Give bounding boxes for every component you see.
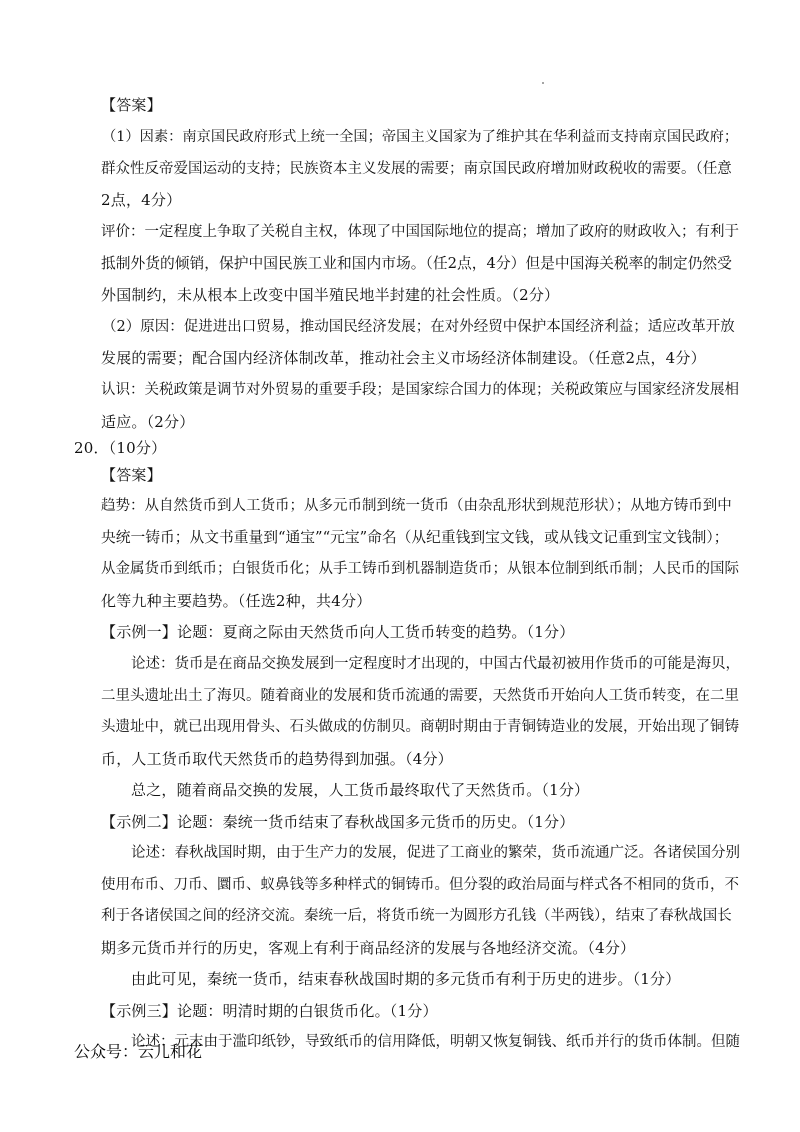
- text-line: 发展的需要；配合国内经济体制改革，推动社会主义市场经济体制建设。（任意2点，4分）: [101, 349, 706, 367]
- text-line: 认识：关税政策是调节对外贸易的重要手段；是国家综合国力的体现；关税政策应与国家经济发展相: [101, 382, 739, 398]
- answer-heading: 【答案】: [101, 466, 162, 484]
- text-line: 评价：一定程度上争取了关税自主权，体现了中国国际地位的提高；增加了政府的财政收入；有利于: [101, 224, 739, 240]
- text-line: （1）因素：南京国民政府形式上统一全国；帝国主义国家为了维护其在华利益而支持南京国民政府；: [102, 129, 739, 145]
- text-line: 适应。（2分）: [101, 413, 195, 431]
- text-line: 利于各诸侯国之间的经济交流。秦统一后，将货币统一为圆形方孔钱（半两钱），结束了春秋战国长: [101, 908, 732, 924]
- answer-heading: 【答案】: [101, 96, 162, 114]
- text-line: 论述：货币是在商品交换发展到一定程度时才出现的，中国古代最初被用作货币的可能是海贝，: [131, 656, 740, 672]
- text-line: 论述：春秋战国时期，由于生产力的发展，促进了工商业的繁荣，货币流通广泛。各诸侯国分别: [131, 845, 740, 861]
- scan-dot: [542, 82, 544, 84]
- text-line: 使用布币、刀币、圜币、蚁鼻钱等多种样式的铜铸币。但分裂的政治局面与样式各不相同的货币，不: [101, 877, 739, 893]
- example-heading: 【示例二】论题：秦统一货币结束了春秋战国多元货币的历史。（1分）: [101, 813, 575, 831]
- text-line: 外国制约，未从根本上改变中国半殖民地半封建的社会性质。（2分）: [101, 286, 560, 304]
- text-line: 2点，4分）: [101, 191, 182, 209]
- text-line: 从金属货币到纸币；白银货币化；从手工铸币到机器制造货币；从银本位制到纸币制；人民币的国际: [101, 561, 739, 577]
- text-line: 趋势：从自然货币到人工货币；从多元币制到统一货币（由杂乱形状到规范形状）；从地方铸币到中: [101, 498, 732, 514]
- example-heading: 【示例三】论题：明清时期的白银货币化。（1分）: [101, 1002, 438, 1020]
- text-line: 二里头遗址出土了海贝。随着商业的发展和货币流通的需要，天然货币开始向人工货币转变，在二里: [101, 688, 739, 704]
- text-line: 币，人工货币取代天然货币的趋势得到加强。（4分）: [101, 750, 453, 768]
- text-line: 总之，随着商品交换的发展，人工货币最终取代了天然货币。（1分）: [131, 781, 590, 799]
- question-number: 20．（10分）: [74, 439, 167, 457]
- text-line: 期多元货币并行的历史，客观上有利于商品经济的发展与各地经济交流。（4分）: [101, 939, 636, 957]
- text-line: 由此可见，秦统一货币，结束春秋战国时期的多元货币有利于历史的进步。（1分）: [131, 970, 681, 988]
- text-line: 央统一铸币；从文书重量到“通宝”“元宝”命名（从纪重钱到宝文钱，或从钱文记重到宝文钱制）；: [101, 529, 729, 546]
- text-line: 抵制外货的倾销，保护中国民族工业和国内市场。（任2点，4分）但是中国海关税率的制定仍然受: [101, 255, 732, 272]
- text-line: 头遗址中，就已出现用骨头、石头做成的仿制贝。商朝时期由于青铜铸造业的发展，开始出现了铜铸: [101, 719, 739, 735]
- text-line: 群众性反帝爱国运动的支持；民族资本主义发展的需要；南京国民政府增加财政税收的需要。（任意: [101, 161, 732, 177]
- text-line: 化等九种主要趋势。（任选2种，共4分）: [101, 592, 372, 610]
- text-line: 论述：元末由于滥印纸钞，导致纸币的信用降低，明朝又恢复铜钱、纸币并行的货币体制。但随: [131, 1034, 740, 1050]
- example-heading: 【示例一】论题：夏商之际由天然货币向人工货币转变的趋势。（1分）: [101, 623, 575, 641]
- footer-account: 公众号：云儿和花: [74, 1042, 203, 1061]
- text-line: （2）原因：促进进出口贸易，推动国民经济发展；在对外经贸中保护本国经济利益；适应改革开放: [102, 319, 735, 335]
